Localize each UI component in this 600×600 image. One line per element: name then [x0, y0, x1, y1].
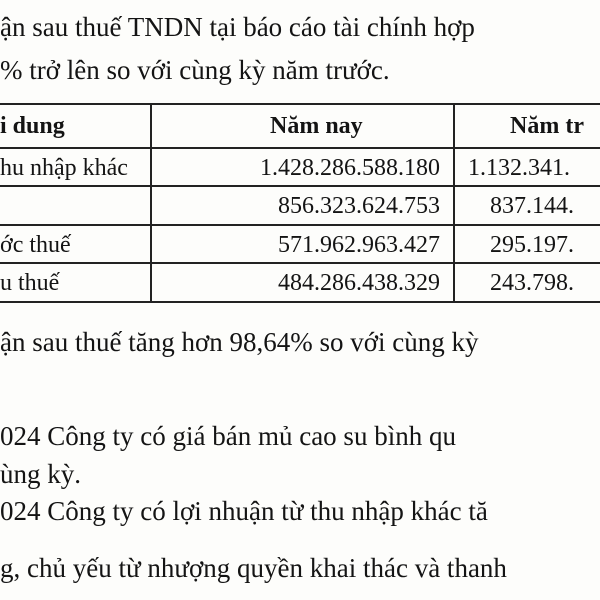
table-row-divider [0, 185, 600, 187]
body-line-2: 024 Công ty có giá bán mủ cao su bình qu [0, 421, 456, 451]
table-border-bottom [0, 301, 600, 303]
table-header-content: i dung [0, 113, 65, 139]
table-cell-label: u thuế [0, 270, 60, 296]
body-line-5: g, chủ yếu từ nhượng quyền khai thác và thanh [0, 553, 507, 583]
table-cell-last-year: 837.144. [490, 193, 574, 219]
intro-line-1: ận sau thuế TNDN tại báo cáo tài chính hợp [0, 12, 475, 42]
table-cell-last-year: 1.132.341. [468, 155, 570, 181]
body-line-4: 024 Công ty có lợi nhuận từ thu nhập khác tă [0, 496, 488, 526]
table-cell-last-year: 295.197. [490, 232, 574, 258]
table-cell-label: ớc thuế [0, 232, 71, 258]
body-line-1: ận sau thuế tăng hơn 98,64% so với cùng kỳ [0, 327, 479, 357]
table-column-divider [150, 103, 152, 303]
table-cell-this-year: 1.428.286.588.180 [260, 155, 440, 181]
financial-table [0, 103, 600, 303]
table-cell-label: hu nhập khác [0, 155, 128, 181]
body-line-3: ùng kỳ. [0, 459, 81, 489]
table-cell-last-year: 243.798. [490, 270, 574, 296]
table-row-divider [0, 262, 600, 264]
table-border-top [0, 103, 600, 105]
table-cell-this-year: 484.286.438.329 [278, 270, 440, 296]
table-cell-this-year: 856.323.624.753 [278, 193, 440, 219]
table-cell-this-year: 571.962.963.427 [278, 232, 440, 258]
table-row-divider [0, 224, 600, 226]
table-header-last-year: Năm tr [510, 113, 584, 139]
table-header-this-year: Năm nay [270, 113, 363, 139]
table-column-divider [453, 103, 455, 303]
intro-line-2: % trở lên so với cùng kỳ năm trước. [0, 55, 390, 85]
table-header-divider [0, 147, 600, 149]
